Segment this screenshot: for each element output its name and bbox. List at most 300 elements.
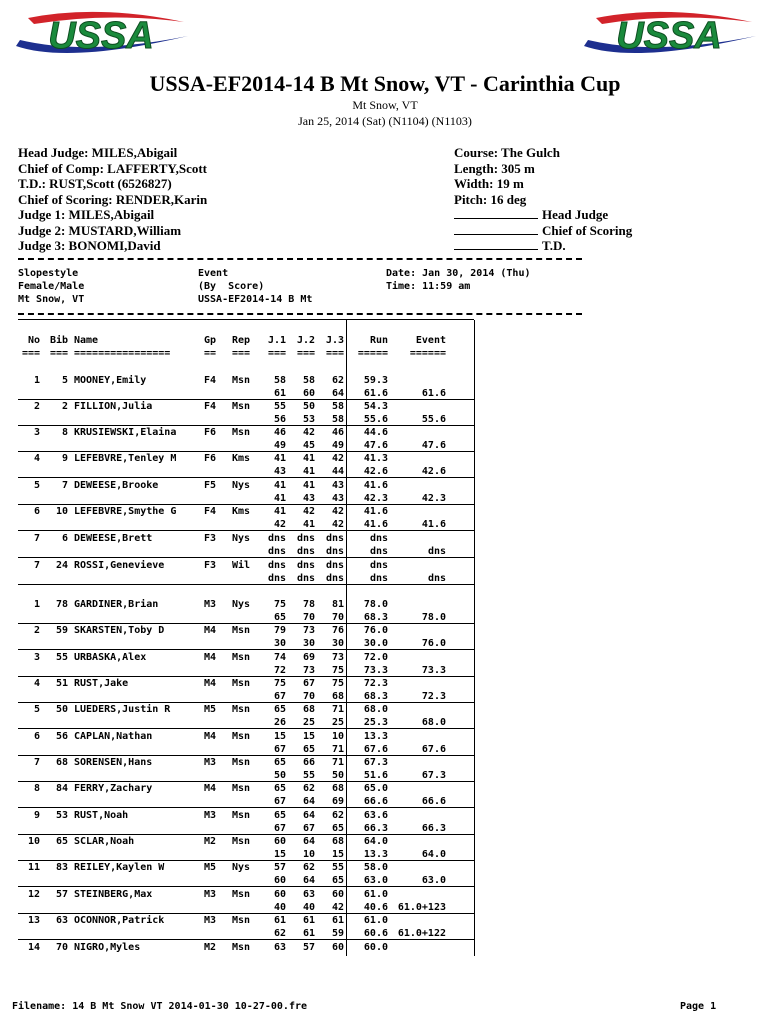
judge3-score: 42 [331, 902, 344, 913]
result-rank: 14 [27, 942, 40, 953]
judge1-score: dns [267, 573, 286, 584]
result-bib: 2 [61, 401, 68, 412]
judge2-score: 15 [302, 731, 315, 742]
judge1-score: 30 [273, 638, 286, 649]
judge1-score: 65 [273, 783, 286, 794]
judge2-score: 43 [302, 493, 315, 504]
judge3-score: 58 [331, 401, 344, 412]
judge1-score: 58 [273, 375, 286, 386]
judge2-score: 63 [302, 889, 315, 900]
judge2-score: 41 [302, 453, 315, 464]
judge1-score: 67 [273, 744, 286, 755]
result-bib: 7 [61, 480, 68, 491]
run-score: 58.0 [363, 862, 388, 873]
judge1-score: 40 [273, 902, 286, 913]
result-rep: Msn [232, 836, 251, 847]
column-underline-gp: == [204, 348, 217, 359]
judge2-score: 10 [302, 849, 315, 860]
run-score: 60.0 [363, 942, 388, 953]
result-group: F6 [204, 453, 217, 464]
result-rank: 2 [33, 625, 40, 636]
result-bib: 78 [55, 599, 68, 610]
run-score: 44.6 [363, 427, 388, 438]
judge1-score: 49 [273, 440, 286, 451]
event-score: 42.3 [421, 493, 446, 504]
ussa-logo-left [8, 6, 194, 64]
judge2-score: 67 [302, 823, 315, 834]
run-score: 72.3 [363, 678, 388, 689]
official-line: Head Judge: MILES,Abigail [18, 145, 178, 160]
judge1-score: 74 [273, 652, 286, 663]
judge2-score: 70 [302, 612, 315, 623]
column-underline-bib: === [49, 348, 68, 359]
result-bib: 8 [61, 427, 68, 438]
row-separator [18, 530, 474, 531]
signature-line: T.D. [454, 238, 632, 254]
run-score: 41.6 [363, 519, 388, 530]
result-rep: Nys [232, 480, 251, 491]
judge3-score: 44 [331, 466, 344, 477]
result-name: OCONNOR,Patrick [74, 915, 165, 926]
result-rep: Msn [232, 915, 251, 926]
result-rep: Msn [232, 810, 251, 821]
info-col-discipline: Slopestyle Female/Male Mt Snow, VT [18, 268, 85, 305]
result-rep: Msn [232, 375, 251, 386]
course-info [454, 145, 632, 254]
column-header-rep: Rep [232, 335, 251, 346]
result-bib: 51 [55, 678, 68, 689]
event-score: 67.6 [421, 744, 446, 755]
judge2-score: 41 [302, 519, 315, 530]
judge2-score: 73 [302, 665, 315, 676]
run-score: 54.3 [363, 401, 388, 412]
judge1-score: 61 [273, 388, 286, 399]
run-score: 72.0 [363, 652, 388, 663]
judge3-score: 61 [331, 915, 344, 926]
result-bib: 10 [55, 506, 68, 517]
judge3-score: dns [325, 560, 344, 571]
result-group: M3 [204, 757, 217, 768]
judge2-score: 78 [302, 599, 315, 610]
result-group: F4 [204, 506, 217, 517]
judge3-score: 10 [331, 731, 344, 742]
judge1-score: 43 [273, 466, 286, 477]
run-score: 13.3 [363, 731, 388, 742]
judge1-score: 56 [273, 414, 286, 425]
run-score: 41.6 [363, 506, 388, 517]
result-name: LEFEBVRE,Tenley M [74, 453, 177, 464]
result-rank: 3 [33, 652, 40, 663]
judge3-score: 59 [331, 928, 344, 939]
result-bib: 53 [55, 810, 68, 821]
run-score: 67.3 [363, 757, 388, 768]
footer-filename: Filename: 14 B Mt Snow VT 2014-01-30 10-27-00.fre [12, 1001, 308, 1012]
run-score: 47.6 [363, 440, 388, 451]
result-rep: Msn [232, 427, 251, 438]
result-bib: 6 [61, 533, 68, 544]
result-name: LUEDERS,Justin R [74, 704, 171, 715]
result-rep: Wil [232, 560, 251, 571]
judge2-score: 61 [302, 915, 315, 926]
result-group: F3 [204, 560, 217, 571]
judge2-score: 70 [302, 691, 315, 702]
result-rep: Msn [232, 678, 251, 689]
run-score: 76.0 [363, 625, 388, 636]
result-name: DEWEESE,Brooke [74, 480, 159, 491]
result-name: NIGRO,Myles [74, 942, 141, 953]
result-rank: 10 [27, 836, 40, 847]
result-rank: 5 [33, 704, 40, 715]
judge1-score: 15 [273, 731, 286, 742]
result-group: F3 [204, 533, 217, 544]
judge1-score: 50 [273, 770, 286, 781]
run-score: 78.0 [363, 599, 388, 610]
judge1-score: 72 [273, 665, 286, 676]
judge3-score: 50 [331, 770, 344, 781]
result-group: M5 [204, 862, 217, 873]
result-name: RUST,Noah [74, 810, 129, 821]
report-title: USSA-EF2014-14 B Mt Snow, VT - Carinthia Cup [149, 71, 621, 96]
judge1-score: 15 [273, 849, 286, 860]
column-header-run: Run [369, 335, 388, 346]
judge2-score: 45 [302, 440, 315, 451]
run-score: 59.3 [363, 375, 388, 386]
judge2-score: 73 [302, 625, 315, 636]
ussa-logo-right [576, 6, 762, 64]
result-rep: Msn [232, 942, 251, 953]
result-name: CAPLAN,Nathan [74, 731, 153, 742]
run-score: 66.3 [363, 823, 388, 834]
row-separator [18, 728, 474, 729]
result-group: M4 [204, 652, 217, 663]
run-score: 68.3 [363, 691, 388, 702]
column-underline-no: === [21, 348, 40, 359]
judge2-score: 64 [302, 810, 315, 821]
judge2-score: 65 [302, 744, 315, 755]
judge3-score: 70 [331, 612, 344, 623]
judge2-score: dns [296, 573, 315, 584]
signature-line: Head Judge [454, 207, 632, 223]
judge3-score: 30 [331, 638, 344, 649]
result-name: GARDINER,Brian [74, 599, 159, 610]
judge3-score: 76 [331, 625, 344, 636]
result-group: M3 [204, 810, 217, 821]
judge3-score: 43 [331, 493, 344, 504]
judge1-score: 67 [273, 691, 286, 702]
result-rank: 9 [33, 810, 40, 821]
judge1-score: 62 [273, 928, 286, 939]
judge1-score: 60 [273, 889, 286, 900]
judge2-score: 64 [302, 875, 315, 886]
column-header-event: Event [415, 335, 446, 346]
report-subtitle-location: Mt Snow, VT [352, 98, 418, 112]
result-rank: 2 [33, 401, 40, 412]
result-rank: 7 [33, 533, 40, 544]
result-rep: Nys [232, 862, 251, 873]
official-line: T.D.: RUST,Scott (6526827) [18, 176, 172, 191]
course-line: Width: 19 m [454, 176, 524, 191]
judge3-score: 68 [331, 691, 344, 702]
info-col-event: Event (By Score) USSA-EF2014-14 B Mt [198, 268, 313, 305]
result-group: M4 [204, 783, 217, 794]
result-bib: 59 [55, 625, 68, 636]
judge1-score: 46 [273, 427, 286, 438]
result-bib: 65 [55, 836, 68, 847]
run-score: 30.0 [363, 638, 388, 649]
judge3-score: 42 [331, 453, 344, 464]
judge2-score: dns [296, 546, 315, 557]
judge2-score: 64 [302, 836, 315, 847]
course-line: Length: 305 m [454, 160, 535, 176]
event-score: 61.6 [421, 388, 446, 399]
judge1-score: 67 [273, 823, 286, 834]
judge3-score: 65 [331, 823, 344, 834]
column-underline-name: ================ [74, 348, 171, 359]
event-score: 78.0 [421, 612, 446, 623]
result-bib: 55 [55, 652, 68, 663]
judge2-score: dns [296, 533, 315, 544]
result-bib: 83 [55, 862, 68, 873]
run-score: 68.3 [363, 612, 388, 623]
judge2-score: 62 [302, 862, 315, 873]
judge2-score: 58 [302, 375, 315, 386]
judge1-score: 60 [273, 836, 286, 847]
report-subtitle-date: Jan 25, 2014 (Sat) (N1104) (N1103) [298, 114, 472, 128]
run-score: 65.0 [363, 783, 388, 794]
judge3-score: 49 [331, 440, 344, 451]
official-line: Judge 2: MUSTARD,William [18, 222, 182, 238]
judge2-score: 41 [302, 466, 315, 477]
judge3-score: 25 [331, 717, 344, 728]
result-bib: 50 [55, 704, 68, 715]
judge1-score: 41 [273, 480, 286, 491]
row-separator [18, 477, 474, 478]
run-score: 55.6 [363, 414, 388, 425]
judge1-score: 63 [273, 942, 286, 953]
result-name: REILEY,Kaylen W [74, 862, 165, 873]
result-bib: 57 [55, 889, 68, 900]
run-score: 61.6 [363, 388, 388, 399]
result-name: RUST,Jake [74, 678, 129, 689]
judge2-score: 62 [302, 783, 315, 794]
judge1-score: 67 [273, 796, 286, 807]
run-score: 40.6 [363, 902, 388, 913]
judge2-score: 68 [302, 704, 315, 715]
result-name: URBASKA,Alex [74, 652, 147, 663]
judge3-score: 68 [331, 836, 344, 847]
judge3-score: 71 [331, 744, 344, 755]
judge2-score: 55 [302, 770, 315, 781]
event-score: 73.3 [421, 665, 446, 676]
judge3-score: 69 [331, 796, 344, 807]
judge1-score: 65 [273, 704, 286, 715]
signature-line: Chief of Scoring [454, 223, 632, 239]
result-name: FILLION,Julia [74, 401, 153, 412]
result-bib: 63 [55, 915, 68, 926]
event-score: 64.0 [421, 849, 446, 860]
judge1-score: 75 [273, 678, 286, 689]
official-line: Judge 3: BONOMI,David [18, 238, 161, 253]
result-rep: Nys [232, 533, 251, 544]
judge2-score: 57 [302, 942, 315, 953]
result-rank: 4 [33, 453, 40, 464]
column-underline-run: ===== [357, 348, 388, 359]
result-rep: Kms [232, 506, 251, 517]
event-score: 61.0+123 [397, 902, 446, 913]
run-score: 25.3 [363, 717, 388, 728]
event-score: 72.3 [421, 691, 446, 702]
judge1-score: 42 [273, 519, 286, 530]
judge3-score: 62 [331, 375, 344, 386]
result-rank: 7 [33, 757, 40, 768]
judge1-score: 41 [273, 506, 286, 517]
divider [18, 258, 582, 260]
run-score: 51.6 [363, 770, 388, 781]
run-score: 13.3 [363, 849, 388, 860]
judge2-score: 50 [302, 401, 315, 412]
run-score: 67.6 [363, 744, 388, 755]
result-rank: 6 [33, 731, 40, 742]
result-rank: 8 [33, 783, 40, 794]
result-name: FERRY,Zachary [74, 783, 153, 794]
result-rank: 5 [33, 480, 40, 491]
result-name: LEFEBVRE,Smythe G [74, 506, 177, 517]
judge1-score: 41 [273, 493, 286, 504]
judge3-score: 75 [331, 665, 344, 676]
result-bib: 84 [55, 783, 68, 794]
judge1-score: 65 [273, 757, 286, 768]
result-group: M3 [204, 915, 217, 926]
result-bib: 68 [55, 757, 68, 768]
run-score: 41.3 [363, 453, 388, 464]
judge2-score: 41 [302, 480, 315, 491]
course-line: Pitch: 16 deg [454, 191, 527, 207]
judge3-score: 64 [331, 388, 344, 399]
judge1-score: 79 [273, 625, 286, 636]
column-underline-j1: === [267, 348, 286, 359]
official-line: Judge 1: MILES,Abigail [18, 207, 155, 222]
result-bib: 9 [61, 453, 68, 464]
row-separator [18, 886, 474, 887]
judge3-score: 15 [331, 849, 344, 860]
event-score: 41.6 [421, 519, 446, 530]
run-score: 63.6 [363, 810, 388, 821]
result-rank: 13 [27, 915, 40, 926]
result-rank: 12 [27, 889, 40, 900]
info-col-date: Date: Jan 30, 2014 (Thu) Time: 11:59 am [386, 268, 531, 292]
column-header-j2: J.2 [296, 335, 315, 346]
judge2-score: 67 [302, 678, 315, 689]
result-rep: Msn [232, 625, 251, 636]
result-group: M2 [204, 942, 217, 953]
judge1-score: 61 [273, 915, 286, 926]
result-rank: 1 [33, 375, 40, 386]
judge2-score: 64 [302, 796, 315, 807]
table-top-rule [18, 319, 474, 320]
result-rep: Msn [232, 783, 251, 794]
result-rep: Kms [232, 453, 251, 464]
result-name: MOONEY,Emily [74, 375, 147, 386]
result-group: M4 [204, 678, 217, 689]
result-group: M3 [204, 889, 217, 900]
run-score: dns [369, 546, 388, 557]
run-score: 42.3 [363, 493, 388, 504]
official-line: Chief of Scoring: RENDER,Karin [18, 191, 208, 207]
judge3-score: 42 [331, 506, 344, 517]
judge2-score: 60 [302, 388, 315, 399]
column-header-gp: Gp [204, 335, 217, 346]
judge3-score: dns [325, 546, 344, 557]
column-underline-j3: === [325, 348, 344, 359]
event-score: dns [427, 546, 446, 557]
judge1-score: 57 [273, 862, 286, 873]
run-score: 73.3 [363, 665, 388, 676]
judge3-score: 58 [331, 414, 344, 425]
run-score: dns [369, 573, 388, 584]
event-score: 42.6 [421, 466, 446, 477]
judge3-score: 55 [331, 862, 344, 873]
result-group: M4 [204, 731, 217, 742]
result-rep: Msn [232, 401, 251, 412]
result-group: F5 [204, 480, 217, 491]
judge3-score: 71 [331, 757, 344, 768]
judge2-score: 53 [302, 414, 315, 425]
run-score: dns [369, 533, 388, 544]
row-separator [18, 807, 474, 808]
event-score: 67.3 [421, 770, 446, 781]
officials-list [18, 145, 207, 254]
run-score: 68.0 [363, 704, 388, 715]
result-rep: Msn [232, 757, 251, 768]
result-group: M2 [204, 836, 217, 847]
result-rep: Msn [232, 889, 251, 900]
run-score: 63.0 [363, 875, 388, 886]
result-rank: 3 [33, 427, 40, 438]
result-rank: 6 [33, 506, 40, 517]
judge1-score: 65 [273, 810, 286, 821]
judge3-score: 62 [331, 810, 344, 821]
column-header-bib: Bib [49, 335, 68, 346]
result-rank: 11 [27, 862, 40, 873]
logo-text: USSA [616, 15, 722, 57]
column-underline-j2: === [296, 348, 315, 359]
judge2-score: 66 [302, 757, 315, 768]
result-group: F4 [204, 375, 217, 386]
judge2-score: 40 [302, 902, 315, 913]
result-name: SORENSEN,Hans [74, 757, 153, 768]
run-score: 61.0 [363, 915, 388, 926]
result-rank: 7 [33, 560, 40, 571]
judge1-score: dns [267, 533, 286, 544]
column-header-j3: J.3 [325, 335, 344, 346]
column-header-name: Name [74, 335, 99, 346]
judge1-score: dns [267, 560, 286, 571]
judge2-score: 69 [302, 652, 315, 663]
row-separator [18, 649, 474, 650]
event-score: 66.6 [421, 796, 446, 807]
result-rep: Nys [232, 599, 251, 610]
row-separator [18, 584, 474, 585]
result-group: M4 [204, 625, 217, 636]
judge1-score: 55 [273, 401, 286, 412]
column-underline-rep: === [232, 348, 251, 359]
judge3-score: 60 [331, 942, 344, 953]
run-score: 64.0 [363, 836, 388, 847]
event-score: 66.3 [421, 823, 446, 834]
result-bib: 24 [55, 560, 68, 571]
result-name: SKARSTEN,Toby D [74, 625, 165, 636]
judge3-score: 75 [331, 678, 344, 689]
